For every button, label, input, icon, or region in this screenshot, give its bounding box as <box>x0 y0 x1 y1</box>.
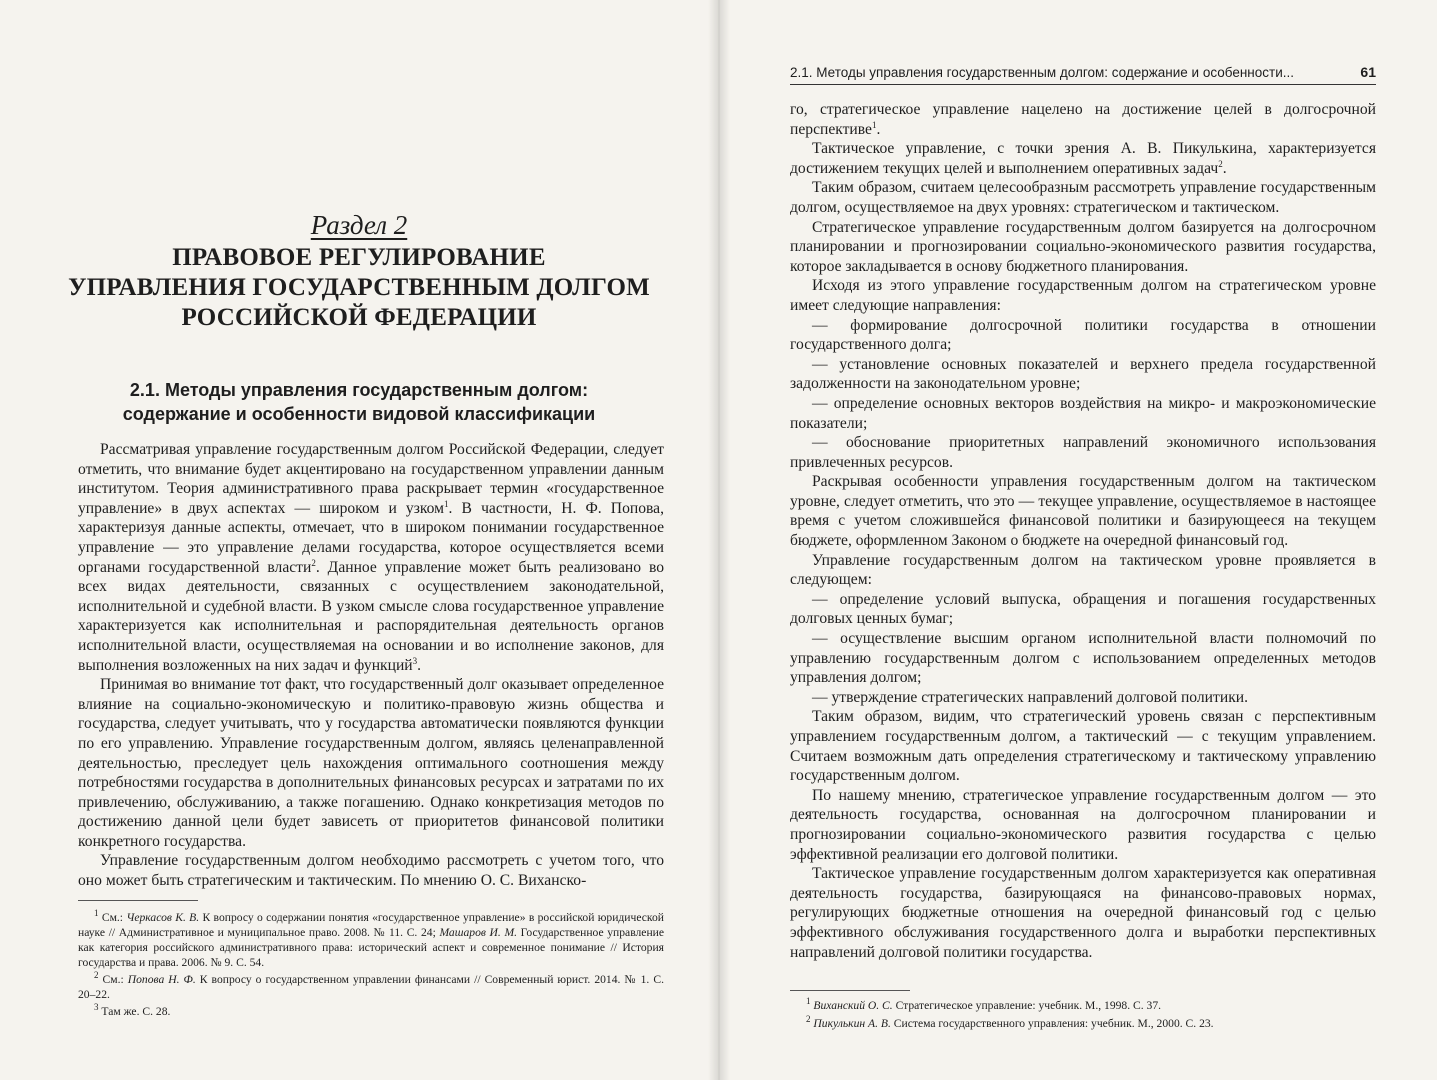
footnote-marker: 1 <box>806 996 811 1007</box>
page-number: 61 <box>1360 64 1376 80</box>
list-item: — формирование долгосрочной политики государства в отношении государственного долга; <box>790 316 1376 354</box>
footnote-text: См.: <box>98 911 127 924</box>
footnote-ref: 2 <box>1218 158 1223 169</box>
body-paragraph: Таким образом, видим, что стратегический уровень связан с перспективным управлением государственным долгом, а тактический — с текущим управлением. Считаем возможным дать определения стратегическому и тактическому управлению государственным долгом. <box>790 708 1376 785</box>
body-paragraph <box>790 100 1376 139</box>
body-paragraph <box>790 139 1376 178</box>
list-item: — осуществление высшим органом исполнительной власти полномочий по управлению государственным долгом с использованием определенных методов управления долгом; <box>790 630 1376 687</box>
footnote-ref: 1 <box>444 498 449 509</box>
footnote-ref: 2 <box>311 557 316 568</box>
footnote-text: К вопросу о государственном управлении финансами // Современный юрист. 2014. № 1. С. 20–22. <box>78 973 664 1001</box>
footnote-text: Стратегическое управление: учебник. М., 1998. С. 37. <box>892 999 1162 1012</box>
body-paragraph: Исходя из этого управление государственным долгом на стратегическом уровне имеет следующие направления: <box>790 277 1376 314</box>
list-item: — установление основных показателей и верхнего предела государственной задолженности на законодательном уровне; <box>790 355 1376 393</box>
footnote-author: Машаров И. М. <box>439 926 518 939</box>
book-gutter <box>708 0 730 1080</box>
list-item: — утверждение стратегических направлений долговой политики. <box>812 688 1249 706</box>
left-body-text <box>78 440 664 891</box>
footnote <box>790 1016 1376 1031</box>
section-title-line: РОССИЙСКОЙ ФЕДЕРАЦИИ <box>181 304 537 331</box>
footnote-divider <box>790 990 910 991</box>
paragraph-text: . <box>1222 159 1227 177</box>
list-item: — обоснование приоритетных направлений экономичного использования привлеченных ресурсов. <box>790 434 1376 471</box>
footnote <box>78 910 664 970</box>
subsection-title-line: 2.1. Методы управления государственным долгом: <box>129 380 589 400</box>
footnote-ref: 1 <box>871 119 877 130</box>
paragraph-text: Тактическое управление, с точки зрения А. В. Пикулькина, характеризуется достижением текущих целей и выполнением оперативных задач <box>790 140 1376 177</box>
section-label-text: Раздел 2 <box>310 210 408 240</box>
left-footnotes <box>78 910 664 1019</box>
footnote-author: Пикулькин А. В. <box>813 1017 891 1030</box>
footnote-marker: 3 <box>94 1002 99 1013</box>
body-paragraph: По нашему мнению, стратегическое управление государственным долгом — это деятельность государства, основанная на долгосрочном планировании и прогнозировании социально-экономического развития государства с целью эффективной реализации его долговой политики. <box>790 786 1376 863</box>
section-title <box>0 243 718 333</box>
section-title-line: УПРАВЛЕНИЯ ГОСУДАРСТВЕННЫМ ДОЛГОМ <box>68 274 650 301</box>
right-footnotes <box>790 998 1376 1031</box>
body-paragraph <box>78 440 664 675</box>
footnote-text: К вопросу о содержании понятия «государственное управление» в российской юридической науке // Административное и муниципальное право. 2008. № 11. С. 24; <box>78 911 664 939</box>
footnote-author: Виханский О. С. <box>813 999 893 1012</box>
footnote-marker: 2 <box>94 970 99 981</box>
body-paragraph: Стратегическое управление государственным долгом базируется на долгосрочном планировании и прогнозировании социально-экономического развития государства, которое закладывается в основу бюджетного планирования. <box>790 218 1376 275</box>
running-header-title: 2.1. Методы управления государственным долгом: содержание и особенности... <box>790 65 1294 80</box>
section-title-line: ПРАВОВОЕ РЕГУЛИРОВАНИЕ <box>172 244 546 271</box>
body-paragraph: Управление государственным долгом необходимо рассмотреть с учетом того, что оно может быть стратегическим и тактическим. По мнению О. С. Виханско- <box>78 852 664 890</box>
paragraph-text: . Данное управление может быть реализовано во всех видах деятельности, связанных с осуществлением законодательной, исполнительной и судебной власти. В узком смысле слова государственное управление характеризуется как исполнительная и распорядительная деятельность органов исполнительной власти, осуществляемая на основании и во исполнение законов, для выполнения возложенных на них задач и функций <box>78 558 664 674</box>
footnote-divider <box>78 900 198 901</box>
paragraph-text: Рассматривая управление государственным долгом Российской Федерации, следует отметить, что внимание будет акцентировано на государственном управлении данным институтом. Теория административного права раскрывает термин «государственное управление» в двух аспектах — широком и узком <box>78 441 664 517</box>
section-label <box>0 210 718 241</box>
footnote-text: См.: <box>98 973 128 986</box>
body-paragraph: Таким образом, считаем целесообразным рассмотреть управление государственным долгом, осуществляемое на двух уровнях: стратегическом и тактическом. <box>790 179 1376 216</box>
paragraph-text: го, стратегическое управление нацелено на достижение целей в долгосрочной перспективе <box>790 101 1376 138</box>
footnote <box>78 972 664 1002</box>
body-paragraph: Раскрывая особенности управления государственным долгом на тактическом уровне, следует отметить, что это — текущее управление, осуществляемое в настоящее время с учетом сложившейся финансовой политики и базирующееся на текущем бюджете, оформленном Законом о бюджете на очередной финансовый год. <box>790 473 1376 550</box>
footnote-marker: 1 <box>94 908 99 919</box>
list-item: — определение условий выпуска, обращения и погашения государственных долговых ценных бумаг; <box>790 590 1376 628</box>
body-paragraph: Управление государственным долгом на тактическом уровне проявляется в следующем: <box>790 551 1376 589</box>
footnote-text: Там же. С. 28. <box>98 1005 171 1018</box>
footnote-marker: 2 <box>806 1014 811 1025</box>
body-paragraph: Принимая во внимание тот факт, что государственный долг оказывает определенное влияние на социально-экономическую и политико-правовую жизнь общества и государства, следует учитывать, что у государства автоматически появляются функции по его управлению. Управление государственным долгом, являясь целенаправленной деятельностью, преследует цель нахождения оптимального соотношения между потребностями государства в дополнительных финансовых ресурсах и затратами по их привлечению, обслуживанию, а также погашению. Однако конкретизация методов по достижению данной цели будет зависеть от приоритетов финансовой политики конкретного государства. <box>78 676 664 850</box>
list-item: — определение основных векторов воздействия на микро- и макроэкономические показатели; <box>790 394 1376 432</box>
subsection-title-line: содержание и особенности видовой классификации <box>122 404 596 424</box>
footnote <box>78 1004 664 1019</box>
footnote-text: Система государственного управления: учебник. М., 2000. С. 23. <box>890 1017 1214 1030</box>
body-paragraph: Тактическое управление государственным долгом характеризуется как оперативная деятельность государства, базирующаяся на финансово-правовых нормах, регулирующих бюджетные отношения на очередной финансовый год с целью эффективного обслуживания государственного долга и выработки перспективных направлений долговой политики государства. <box>790 865 1376 961</box>
footnote-ref: 3 <box>412 655 418 666</box>
paragraph-text: . В частности, Н. Ф. Попова, характеризуя данные аспекты, отмечает, что в широком понимании государственное управление — это управление делами государства, которое осуществляется всеми органами государственной власти <box>78 499 664 576</box>
footnote-text: Государственное управление как категория российского административного права: исторический аспект и современное понимание // История государства и права. 2006. № 9. С. 54. <box>78 926 664 969</box>
paragraph-text: . <box>876 120 881 138</box>
left-page <box>0 0 718 1080</box>
subsection-title <box>0 378 718 426</box>
paragraph-text: . <box>417 656 422 674</box>
footnote-author: Черкасов К. В. <box>126 911 200 924</box>
running-header <box>790 62 1376 85</box>
footnote <box>790 998 1376 1013</box>
footnote-author: Попова Н. Ф. <box>127 973 196 986</box>
right-body-text <box>790 100 1376 962</box>
